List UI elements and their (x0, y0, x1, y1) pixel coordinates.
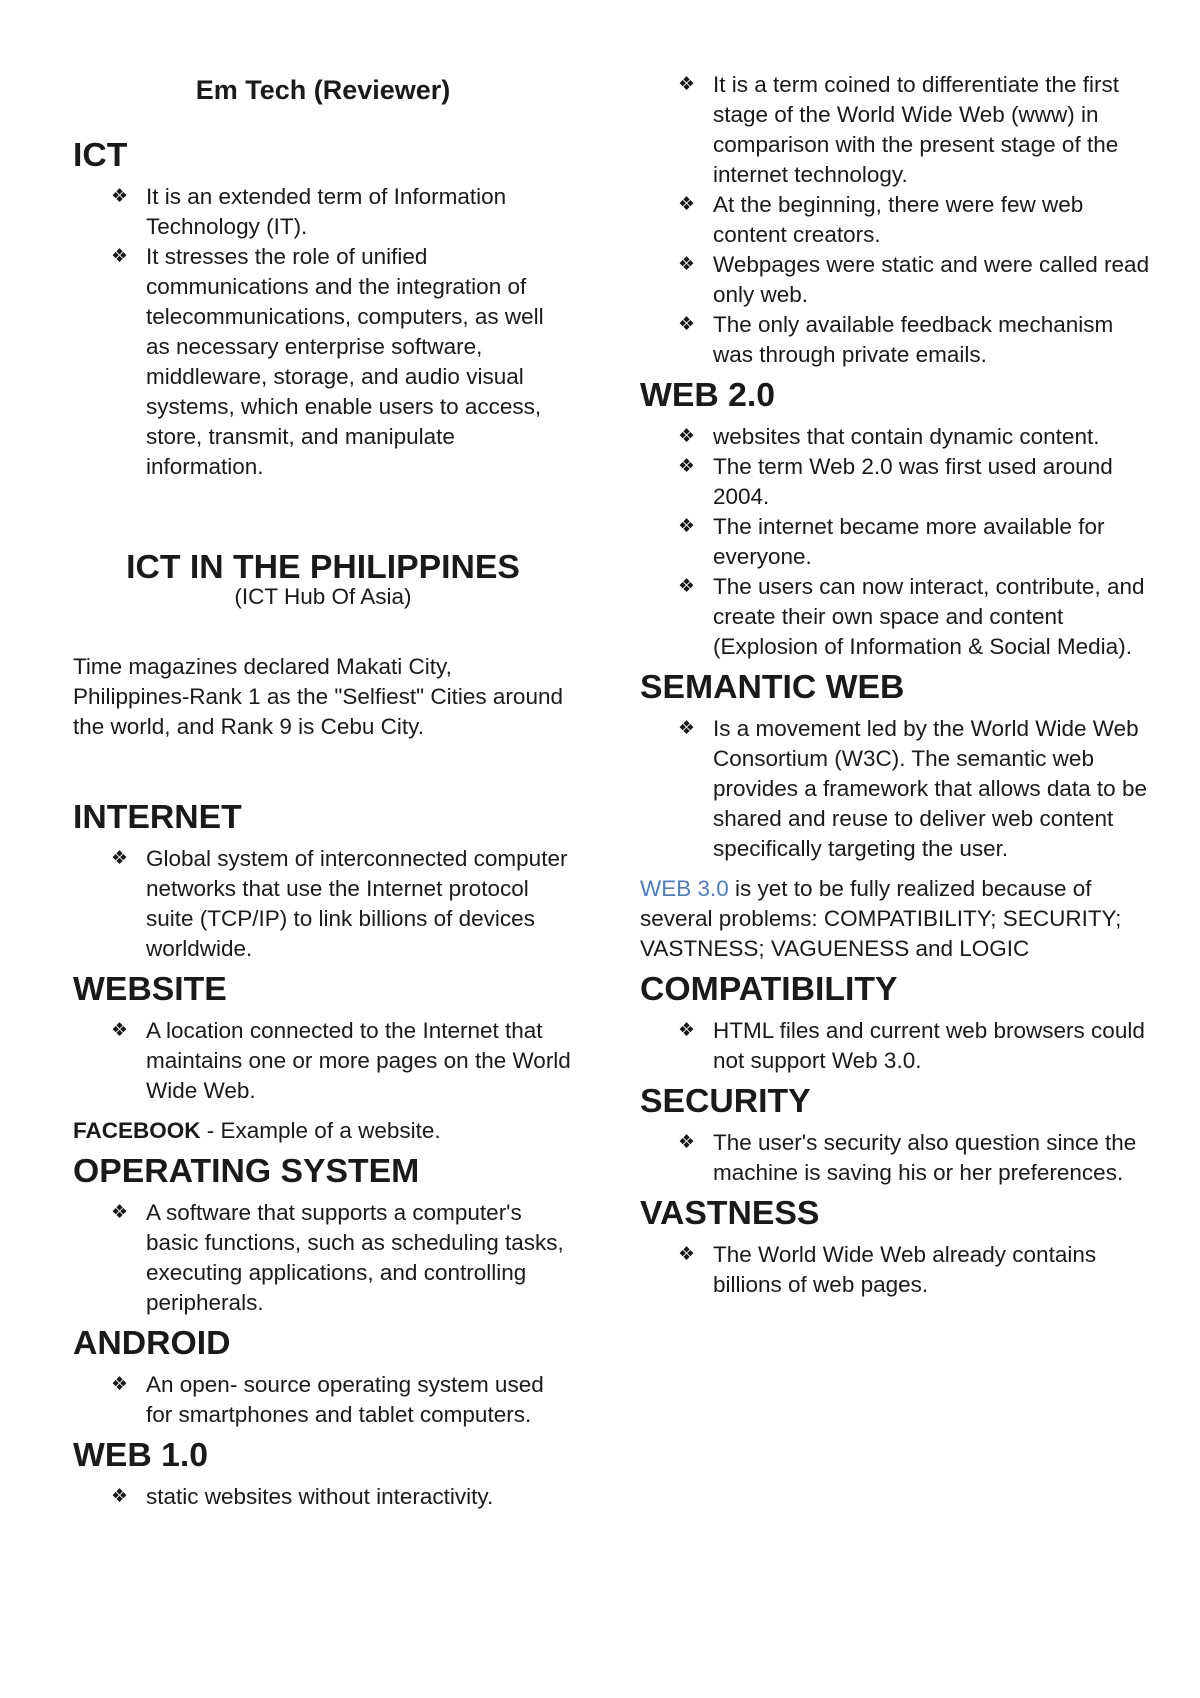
document-title: Em Tech (Reviewer) (195, 75, 451, 105)
section-heading: OPERATING SYSTEM (73, 1152, 420, 1190)
section-heading: ICT IN THE PHILIPPINES (126, 548, 520, 586)
section-operating-system (73, 1152, 573, 1318)
diamond-bullet-icon: ❖ (678, 516, 696, 537)
diamond-bullet-icon: ❖ (111, 246, 129, 267)
list-item-text: At the beginning, there were few web content creators. (713, 192, 1084, 247)
section-heading: WEB 2.0 (640, 376, 776, 414)
section-subheading: (ICT Hub Of Asia) (234, 584, 412, 609)
list-item (73, 1482, 573, 1512)
left-column (73, 70, 573, 1512)
diamond-bullet-icon: ❖ (678, 1020, 696, 1041)
section-internet (73, 798, 573, 964)
section-heading: ICT (73, 136, 128, 174)
section-ict (73, 136, 573, 482)
section-web1 (73, 1436, 573, 1512)
list-item (640, 572, 1150, 662)
list-item (640, 714, 1150, 864)
list-item (73, 242, 573, 482)
list-item-text: It is a term coined to differentiate the first stage of the World Wide Web (www) in comparison with the present stage of the internet technology. (713, 72, 1120, 187)
web3-term: WEB 3.0 (640, 876, 729, 901)
diamond-bullet-icon: ❖ (678, 576, 696, 597)
list-item-text: websites that contain dynamic content. (713, 424, 1100, 449)
facebook-description: - Example of a website. (200, 1118, 441, 1143)
list-item (640, 70, 1150, 190)
list-item (640, 250, 1150, 310)
section-ict-philippines (73, 548, 573, 742)
diamond-bullet-icon: ❖ (111, 1486, 129, 1507)
bullet-list (640, 714, 1150, 864)
list-item (73, 1370, 573, 1430)
facebook-term: FACEBOOK (73, 1118, 201, 1143)
list-item (73, 182, 573, 242)
list-item-text: static websites without interactivity. (146, 1484, 494, 1509)
web3-paragraph (640, 874, 1150, 964)
section-semantic-web (640, 668, 1150, 864)
section-compatibility (640, 970, 1150, 1076)
list-item (640, 1240, 1150, 1300)
list-item-text: The World Wide Web already contains billions of web pages. (713, 1242, 1097, 1297)
list-item (640, 512, 1150, 572)
list-item-text: The only available feedback mechanism was through private emails. (713, 312, 1114, 367)
diamond-bullet-icon: ❖ (678, 314, 696, 335)
list-item-text: It stresses the role of unified communications and the integration of telecommunications, computers, as well as necessary enterprise software, middleware, storage, and audio visual systems, which enable users to access, store, transmit, and manipulate information. (146, 244, 544, 479)
list-item (73, 844, 573, 964)
list-item (640, 452, 1150, 512)
list-item-text: Is a movement led by the World Wide Web Consortium (W3C). The semantic web provides a framework that allows data to be shared and reuse to deliver web content specifically targeting the user. (713, 716, 1147, 861)
bullet-list (640, 422, 1150, 662)
list-item-text: The user's security also question since the machine is saving his or her preferences. (713, 1130, 1137, 1185)
list-item (640, 190, 1150, 250)
bullet-list (73, 844, 573, 964)
section-heading: COMPATIBILITY (640, 970, 898, 1008)
diamond-bullet-icon: ❖ (111, 848, 129, 869)
section-heading: INTERNET (73, 798, 242, 836)
bullet-list (73, 1370, 573, 1430)
section-heading: SECURITY (640, 1082, 811, 1120)
bullet-list (73, 1198, 573, 1318)
diamond-bullet-icon: ❖ (111, 1020, 129, 1041)
diamond-bullet-icon: ❖ (678, 74, 696, 95)
list-item-text: HTML files and current web browsers could not support Web 3.0. (713, 1018, 1145, 1073)
list-item-text: An open- source operating system used for smartphones and tablet computers. (146, 1372, 544, 1427)
diamond-bullet-icon: ❖ (678, 1244, 696, 1265)
section-web1-continued (640, 70, 1150, 370)
list-item-text: A location connected to the Internet that maintains one or more pages on the World Wide Web. (146, 1018, 571, 1103)
right-column (640, 70, 1150, 1300)
diamond-bullet-icon: ❖ (678, 456, 696, 477)
diamond-bullet-icon: ❖ (111, 1374, 129, 1395)
bullet-list (640, 1016, 1150, 1076)
section-heading: SEMANTIC WEB (640, 668, 905, 706)
list-item-text: The internet became more available for everyone. (713, 514, 1105, 569)
section-heading: ANDROID (73, 1324, 231, 1362)
section-android (73, 1324, 573, 1430)
list-item (73, 1016, 573, 1106)
section-heading: WEB 1.0 (73, 1436, 209, 1474)
list-item (73, 1198, 573, 1318)
diamond-bullet-icon: ❖ (678, 254, 696, 275)
list-item-text: Global system of interconnected computer networks that use the Internet protocol suite (TCP/IP) to link billions of devices worldwide. (146, 846, 568, 961)
section-paragraph: Time magazines declared Makati City, Philippines-Rank 1 as the "Selfiest" Cities around the world, and Rank 9 is Cebu City. (73, 654, 563, 739)
bullet-list (640, 70, 1150, 370)
section-heading: VASTNESS (640, 1194, 820, 1232)
list-item (640, 1016, 1150, 1076)
bullet-list (73, 1482, 573, 1512)
diamond-bullet-icon: ❖ (678, 718, 696, 739)
section-vastness (640, 1194, 1150, 1300)
diamond-bullet-icon: ❖ (678, 426, 696, 447)
list-item (640, 1128, 1150, 1188)
diamond-bullet-icon: ❖ (111, 186, 129, 207)
bullet-list (640, 1240, 1150, 1300)
bullet-list (640, 1128, 1150, 1188)
diamond-bullet-icon: ❖ (111, 1202, 129, 1223)
section-website (73, 970, 573, 1106)
list-item-text: The users can now interact, contribute, and create their own space and content (Explosion of Information & Social Media). (713, 574, 1145, 659)
diamond-bullet-icon: ❖ (678, 194, 696, 215)
section-web2 (640, 376, 1150, 662)
web3-description: is yet to be fully realized because of several problems: COMPATIBILITY; SECURITY; VASTNESS; VAGUENESS and LOGIC (640, 876, 1122, 961)
list-item (640, 422, 1150, 452)
diamond-bullet-icon: ❖ (678, 1132, 696, 1153)
list-item-text: It is an extended term of Information Technology (IT). (146, 184, 507, 239)
list-item-text: The term Web 2.0 was first used around 2004. (713, 454, 1113, 509)
list-item-text: A software that supports a computer's basic functions, such as scheduling tasks, executing applications, and controlling peripherals. (146, 1200, 564, 1315)
bullet-list (73, 1016, 573, 1106)
facebook-line (73, 1116, 573, 1146)
list-item-text: Webpages were static and were called read only web. (713, 252, 1150, 307)
section-security (640, 1082, 1150, 1188)
section-heading: WEBSITE (73, 970, 227, 1008)
bullet-list (73, 182, 573, 482)
list-item (640, 310, 1150, 370)
